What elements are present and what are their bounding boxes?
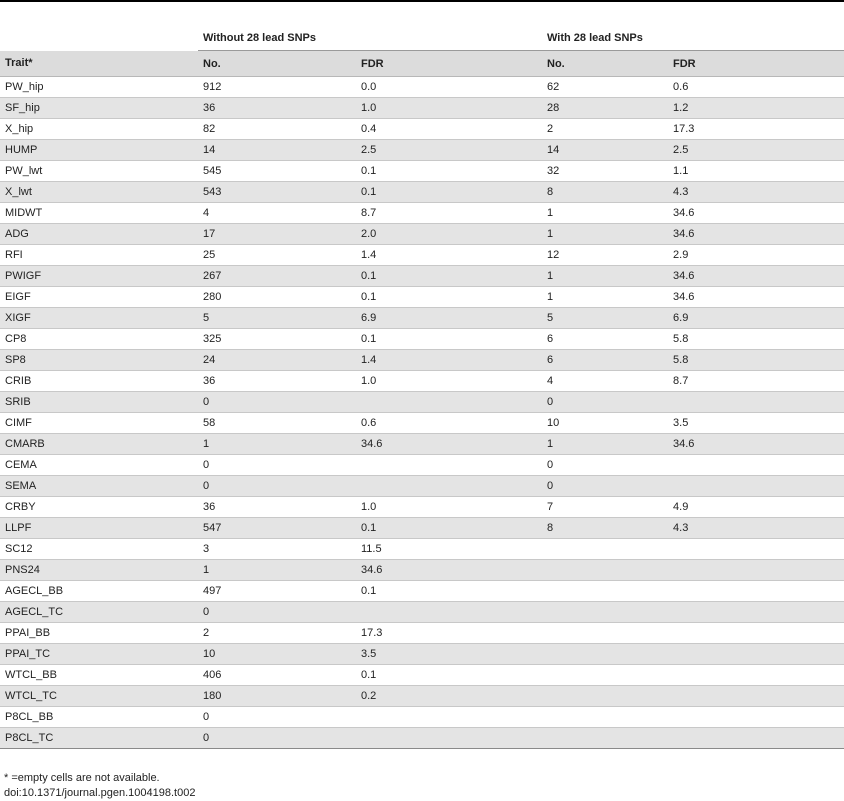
cell-no-with: 0 [542, 455, 668, 476]
cell-no-with: 8 [542, 182, 668, 203]
cell-trait: CIMF [0, 413, 198, 434]
table-row [0, 560, 844, 581]
cell-fdr-without: 0.1 [356, 329, 542, 350]
cell-no-without: 0 [198, 392, 356, 413]
cell-fdr-without [356, 476, 542, 497]
cell-no-with: 1 [542, 224, 668, 245]
table-row [0, 497, 844, 518]
table-row [0, 161, 844, 182]
cell-trait: SEMA [0, 476, 198, 497]
cell-no-with [542, 581, 668, 602]
column-header-trait: Trait* [0, 51, 198, 77]
cell-fdr-with: 34.6 [668, 224, 844, 245]
cell-fdr-without: 0.0 [356, 77, 542, 98]
cell-no-without: 543 [198, 182, 356, 203]
table-row [0, 686, 844, 707]
cell-no-with: 4 [542, 371, 668, 392]
cell-fdr-with [668, 686, 844, 707]
cell-no-without: 1 [198, 434, 356, 455]
cell-no-without: 4 [198, 203, 356, 224]
table-row [0, 287, 844, 308]
cell-fdr-with: 8.7 [668, 371, 844, 392]
cell-trait: PPAI_BB [0, 623, 198, 644]
cell-trait: LLPF [0, 518, 198, 539]
cell-fdr-without: 1.0 [356, 371, 542, 392]
cell-trait: WTCL_TC [0, 686, 198, 707]
cell-fdr-with: 1.2 [668, 98, 844, 119]
cell-no-with: 0 [542, 476, 668, 497]
cell-fdr-with [668, 707, 844, 728]
cell-no-with: 28 [542, 98, 668, 119]
cell-fdr-without: 0.6 [356, 413, 542, 434]
table-row [0, 434, 844, 455]
cell-fdr-with [668, 455, 844, 476]
cell-trait: X_hip [0, 119, 198, 140]
cell-no-without: 0 [198, 728, 356, 749]
column-header-no-with: No. [542, 51, 668, 77]
cell-trait: PPAI_TC [0, 644, 198, 665]
cell-no-without: 58 [198, 413, 356, 434]
cell-no-with [542, 686, 668, 707]
cell-no-without: 5 [198, 308, 356, 329]
cell-no-without: 912 [198, 77, 356, 98]
cell-no-without: 17 [198, 224, 356, 245]
cell-fdr-with [668, 560, 844, 581]
cell-trait: CMARB [0, 434, 198, 455]
table-row [0, 308, 844, 329]
cell-no-without: 1 [198, 560, 356, 581]
cell-fdr-with [668, 644, 844, 665]
table-row [0, 371, 844, 392]
cell-fdr-without: 0.4 [356, 119, 542, 140]
cell-no-without: 180 [198, 686, 356, 707]
cell-no-without: 497 [198, 581, 356, 602]
cell-no-with [542, 707, 668, 728]
cell-fdr-with: 1.1 [668, 161, 844, 182]
table-header [0, 26, 844, 77]
cell-fdr-with: 34.6 [668, 287, 844, 308]
table-row [0, 329, 844, 350]
cell-no-with: 5 [542, 308, 668, 329]
table-container [0, 26, 844, 749]
cell-no-with: 8 [542, 518, 668, 539]
cell-fdr-with: 34.6 [668, 266, 844, 287]
column-header-fdr-without: FDR [356, 51, 542, 77]
table-row [0, 350, 844, 371]
cell-trait: PW_lwt [0, 161, 198, 182]
cell-fdr-without: 1.0 [356, 98, 542, 119]
column-header-row [0, 51, 844, 77]
table-row [0, 707, 844, 728]
doi-text: doi:10.1371/journal.pgen.1004198.t002 [4, 787, 196, 799]
cell-no-with: 1 [542, 287, 668, 308]
cell-fdr-without: 0.1 [356, 161, 542, 182]
cell-fdr-with: 34.6 [668, 434, 844, 455]
table-row [0, 77, 844, 98]
cell-fdr-without: 0.1 [356, 581, 542, 602]
cell-no-with [542, 560, 668, 581]
cell-trait: X_lwt [0, 182, 198, 203]
cell-no-without: 82 [198, 119, 356, 140]
cell-no-with [542, 644, 668, 665]
cell-fdr-without: 34.6 [356, 560, 542, 581]
cell-fdr-without [356, 707, 542, 728]
cell-fdr-with: 2.9 [668, 245, 844, 266]
cell-trait: AGECL_TC [0, 602, 198, 623]
cell-no-with [542, 539, 668, 560]
column-header-fdr-with: FDR [668, 51, 844, 77]
table-row [0, 581, 844, 602]
cell-fdr-with: 34.6 [668, 203, 844, 224]
cell-fdr-without: 11.5 [356, 539, 542, 560]
cell-trait: RFI [0, 245, 198, 266]
cell-fdr-with: 4.3 [668, 518, 844, 539]
cell-no-with: 2 [542, 119, 668, 140]
cell-trait: CEMA [0, 455, 198, 476]
cell-fdr-with: 2.5 [668, 140, 844, 161]
cell-no-without: 3 [198, 539, 356, 560]
cell-no-with: 32 [542, 161, 668, 182]
footnotes [4, 771, 195, 801]
table-row [0, 182, 844, 203]
table-row [0, 245, 844, 266]
cell-no-without: 547 [198, 518, 356, 539]
cell-trait: XIGF [0, 308, 198, 329]
footnote-empty-cells: * =empty cells are not available. [4, 772, 160, 784]
table-row [0, 140, 844, 161]
group-header-without: Without 28 lead SNPs [198, 26, 542, 51]
cell-no-without: 0 [198, 476, 356, 497]
table-row [0, 644, 844, 665]
cell-trait: PW_hip [0, 77, 198, 98]
cell-fdr-without: 0.1 [356, 518, 542, 539]
top-rule [0, 0, 844, 2]
cell-trait: SP8 [0, 350, 198, 371]
cell-fdr-without: 2.0 [356, 224, 542, 245]
cell-trait: AGECL_BB [0, 581, 198, 602]
cell-trait: CP8 [0, 329, 198, 350]
cell-fdr-without: 0.1 [356, 182, 542, 203]
cell-no-without: 36 [198, 371, 356, 392]
cell-trait: PNS24 [0, 560, 198, 581]
table-row [0, 602, 844, 623]
cell-no-with [542, 665, 668, 686]
cell-no-without: 0 [198, 602, 356, 623]
cell-fdr-with: 4.9 [668, 497, 844, 518]
cell-no-with: 12 [542, 245, 668, 266]
cell-no-without: 36 [198, 98, 356, 119]
cell-trait: MIDWT [0, 203, 198, 224]
table-row [0, 224, 844, 245]
table-row [0, 413, 844, 434]
cell-trait: P8CL_TC [0, 728, 198, 749]
cell-trait: EIGF [0, 287, 198, 308]
cell-trait: CRIB [0, 371, 198, 392]
cell-trait: WTCL_BB [0, 665, 198, 686]
cell-no-with [542, 728, 668, 749]
cell-fdr-with: 6.9 [668, 308, 844, 329]
cell-trait: CRBY [0, 497, 198, 518]
table-body [0, 77, 844, 749]
cell-fdr-with [668, 665, 844, 686]
cell-fdr-with [668, 539, 844, 560]
cell-fdr-with [668, 728, 844, 749]
cell-no-with: 10 [542, 413, 668, 434]
table-row [0, 98, 844, 119]
cell-no-without: 24 [198, 350, 356, 371]
cell-fdr-without: 0.1 [356, 665, 542, 686]
group-header-empty [0, 26, 198, 51]
table-row [0, 518, 844, 539]
cell-no-without: 10 [198, 644, 356, 665]
cell-no-with: 1 [542, 203, 668, 224]
cell-trait: P8CL_BB [0, 707, 198, 728]
cell-fdr-with: 4.3 [668, 182, 844, 203]
cell-no-with: 1 [542, 266, 668, 287]
cell-fdr-with: 17.3 [668, 119, 844, 140]
cell-no-without: 36 [198, 497, 356, 518]
table-row [0, 455, 844, 476]
cell-no-with [542, 623, 668, 644]
table-row [0, 266, 844, 287]
cell-trait: SF_hip [0, 98, 198, 119]
cell-fdr-with: 5.8 [668, 350, 844, 371]
cell-fdr-with [668, 623, 844, 644]
cell-fdr-without: 1.4 [356, 350, 542, 371]
cell-fdr-without [356, 455, 542, 476]
cell-trait: SC12 [0, 539, 198, 560]
cell-no-with: 0 [542, 392, 668, 413]
cell-no-without: 25 [198, 245, 356, 266]
cell-no-without: 2 [198, 623, 356, 644]
cell-no-without: 14 [198, 140, 356, 161]
cell-fdr-with [668, 602, 844, 623]
cell-fdr-without [356, 392, 542, 413]
cell-no-without: 280 [198, 287, 356, 308]
cell-fdr-without: 0.1 [356, 266, 542, 287]
cell-no-with [542, 602, 668, 623]
table-row [0, 665, 844, 686]
cell-fdr-with: 5.8 [668, 329, 844, 350]
cell-no-without: 0 [198, 707, 356, 728]
cell-no-without: 545 [198, 161, 356, 182]
table-row [0, 623, 844, 644]
cell-no-with: 14 [542, 140, 668, 161]
cell-fdr-without: 2.5 [356, 140, 542, 161]
cell-trait: PWIGF [0, 266, 198, 287]
cell-no-without: 0 [198, 455, 356, 476]
table-row [0, 392, 844, 413]
cell-no-without: 325 [198, 329, 356, 350]
cell-fdr-without: 0.2 [356, 686, 542, 707]
cell-fdr-with [668, 476, 844, 497]
cell-fdr-without: 8.7 [356, 203, 542, 224]
data-table [0, 26, 844, 749]
cell-no-with: 7 [542, 497, 668, 518]
table-row [0, 539, 844, 560]
cell-no-with: 6 [542, 350, 668, 371]
cell-fdr-with: 0.6 [668, 77, 844, 98]
cell-fdr-without: 6.9 [356, 308, 542, 329]
cell-fdr-without: 34.6 [356, 434, 542, 455]
cell-trait: SRIB [0, 392, 198, 413]
group-header-row [0, 26, 844, 51]
table-row [0, 119, 844, 140]
cell-fdr-without: 0.1 [356, 287, 542, 308]
cell-fdr-without [356, 728, 542, 749]
cell-trait: HUMP [0, 140, 198, 161]
cell-trait: ADG [0, 224, 198, 245]
cell-no-without: 406 [198, 665, 356, 686]
cell-no-with: 62 [542, 77, 668, 98]
table-row [0, 728, 844, 749]
cell-fdr-without: 1.0 [356, 497, 542, 518]
cell-no-without: 267 [198, 266, 356, 287]
table-row [0, 203, 844, 224]
column-header-no-without: No. [198, 51, 356, 77]
cell-fdr-without: 1.4 [356, 245, 542, 266]
cell-fdr-with [668, 392, 844, 413]
table-row [0, 476, 844, 497]
cell-fdr-with: 3.5 [668, 413, 844, 434]
cell-fdr-without [356, 602, 542, 623]
group-header-with: With 28 lead SNPs [542, 26, 844, 51]
cell-fdr-without: 17.3 [356, 623, 542, 644]
cell-no-with: 6 [542, 329, 668, 350]
cell-fdr-with [668, 581, 844, 602]
cell-no-with: 1 [542, 434, 668, 455]
cell-fdr-without: 3.5 [356, 644, 542, 665]
